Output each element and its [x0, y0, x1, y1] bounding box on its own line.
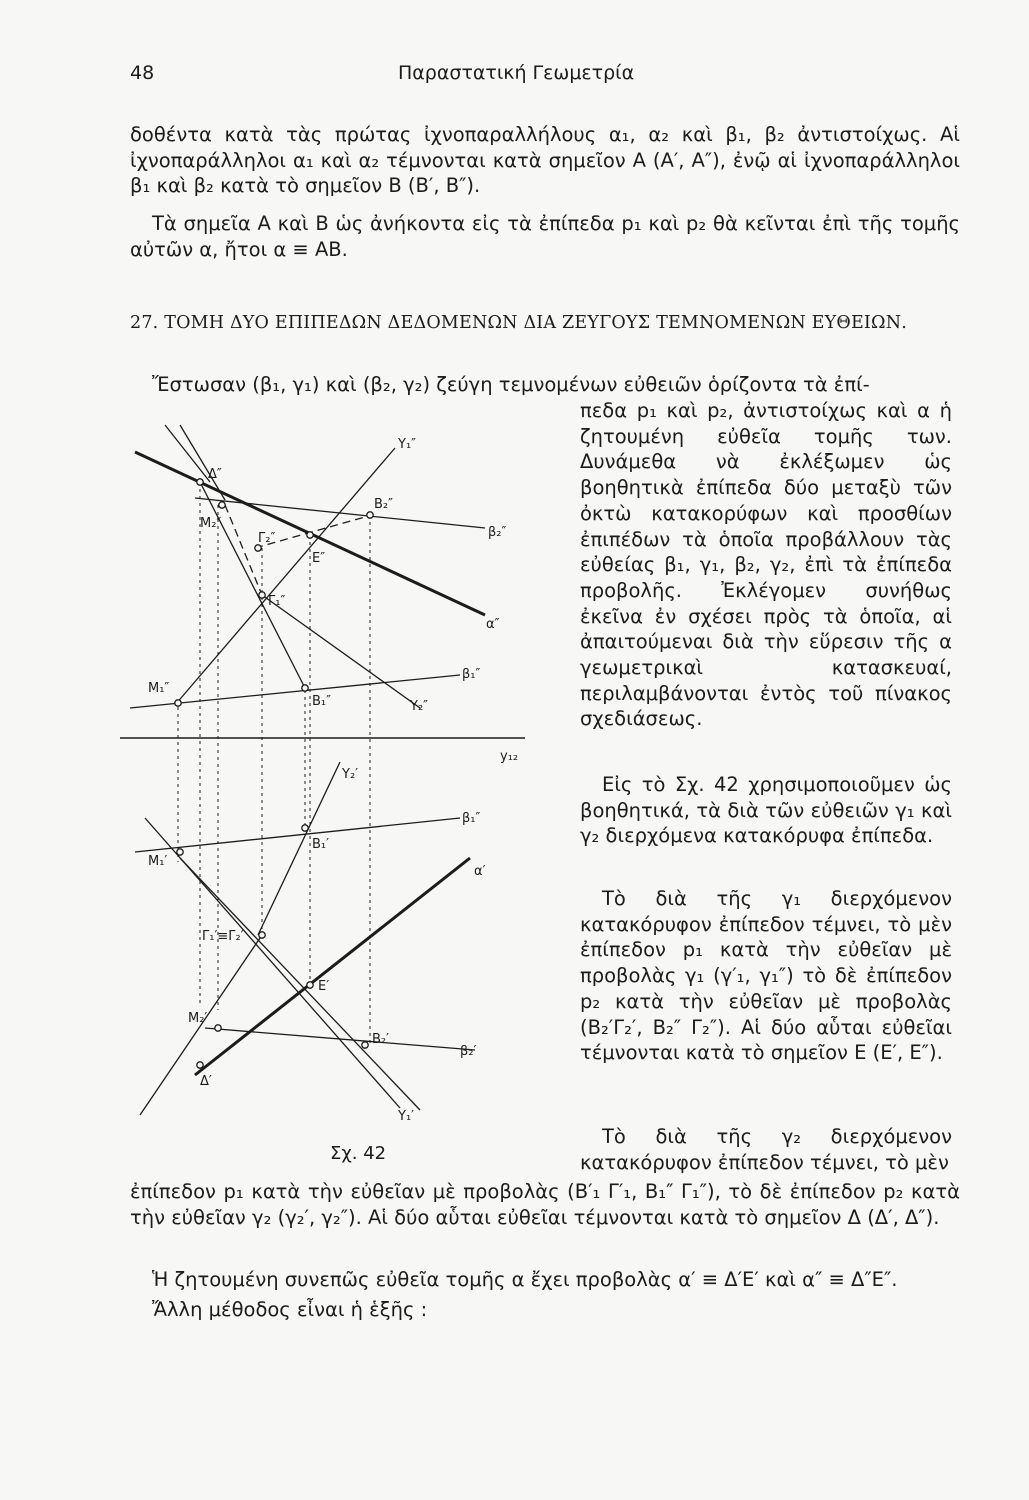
line-hatch: [180, 425, 225, 500]
point-delta-p: [197, 1062, 203, 1068]
line-beta2-pp: [195, 498, 485, 528]
label-alpha-pp: α″: [486, 617, 500, 632]
paragraph: δοθέντα κατὰ τὰς πρώτας ἰχνοπαραλλήλους α₁, α₂ καὶ β₁, β₂ ἀντιστοίχως. Αἱ ἰχνοπαράλληλοι α₁ καὶ α₂ τέμνονται κατὰ σημεῖον Α (Α′, Α″), ἐνῷ αἱ ἰχνοπαράλληλοι β₁ καὶ β₂ κατὰ τὸ σημεῖον Β (Β′, Β″).: [130, 123, 960, 197]
figure-caption: Σχ. 42: [330, 1143, 387, 1164]
label-beta1-pp: β₁″: [462, 667, 481, 682]
paragraph: Ἔστωσαν (β₁, γ₁) καὶ (β₂, γ₂) ζεύγη τεμνομένων εὐθειῶν ὁρίζοντα τὰ ἐπί-: [152, 373, 870, 396]
label-g2-pp: Γ₂″: [258, 531, 276, 546]
line-beta1-p: [135, 818, 460, 852]
section-title: 27. ΤΟΜΗ ΔΥΟ ΕΠΙΠΕΔΩΝ ΔΕΔΟΜΕΝΩΝ ΔΙΑ ΖΕΥΓΟΥΣ ΤΕΜΝΟΜΕΝΩΝ ΕΥΘΕΙΩΝ.: [130, 313, 908, 333]
label-delta-pp: Δ″: [208, 467, 222, 482]
paragraph: πεδα p₁ καὶ p₂, ἀντιστοίχως καὶ α ἡ ζητουμένη εὐθεῖα τομῆς των. Δυνάμεθα νὰ ἐκλέξωμεν ὡς βοηθητικὰ ἐπίπεδα δύο μεταξὺ τῶν ὀκτὼ κατακορύφων καὶ προσθίων ἐπιπέδων τὰ ὁποῖα προβάλλουν τὰς εὐθείας β₁, γ₁, β₂, γ₂, ἐπὶ τὰ ἐπίπεδα προβολῆς. Ἐκλέγομεν συνήθως ἐκεῖνα ἐν σχέσει πρὸς τὰ ὁποῖα, αἱ ἀπαιτούμεναι διὰ τὴν εὕρεσιν τῆς α γεωμετρικαὶ κατασκευαί, περιλαμβάνονται ἐντὸς τοῦ πίνακος σχεδιάσεως.: [580, 399, 952, 731]
paragraph: Ἡ ζητουμένη συνεπῶς εὐθεῖα τομῆς α ἔχει προβολὰς α′ ≡ Δ′Ε′ καὶ α″ ≡ Δ″Ε″.: [152, 1268, 898, 1291]
label-gamma2-pp: Υ₂″: [410, 699, 429, 714]
label-b1-p: Β₁′: [312, 837, 330, 852]
point-b1-pp: [302, 685, 308, 691]
point-b2-pp: [367, 512, 373, 518]
paragraph: Τὰ σημεῖα Α καὶ Β ὡς ἀνήκοντα εἰς τὰ ἐπίπεδα p₁ καὶ p₂ θὰ κεῖνται ἐπὶ τῆς τομῆς αὐτῶν α, ἤτοι α ≡ ΑΒ.: [130, 212, 960, 261]
label-gamma2-p: Υ₂′: [342, 767, 359, 782]
label-m1-p: Μ₁′: [148, 854, 168, 869]
point-b1-p: [302, 825, 308, 831]
page-number: 48: [130, 62, 155, 84]
label-beta2-p: β₂′: [460, 1044, 477, 1059]
label-m2-p: Μ₂′: [188, 1011, 208, 1026]
label-b2-p: Β₂′: [372, 1032, 390, 1047]
point-m1-pp: [175, 700, 181, 706]
label-beta2-pp: β₂″: [488, 525, 507, 540]
running-title: Παραστατική Γεωμετρία: [398, 62, 635, 84]
line-alpha-p: [195, 858, 470, 1075]
paragraph: Τὸ διὰ τῆς γ₂ διερχόμενον κατακόρυφον ἐπίπεδον τέμνει, τὸ μὲν: [580, 1125, 952, 1174]
point-e-p: [307, 982, 313, 988]
point-m1-p: [177, 849, 183, 855]
line-hatch: [165, 425, 210, 482]
point-b2-p: [362, 1042, 368, 1048]
paragraph: Εἰς τὸ Σχ. 42 χρησιμοποιοῦμεν ὡς βοηθητικά, τὰ διὰ τῶν εὐθειῶν γ₁ καὶ γ₂ διερχόμενα κατακόρυφα ἐπίπεδα.: [580, 773, 952, 848]
point-delta-pp: [197, 479, 203, 485]
point-m2-pp: [219, 502, 225, 508]
label-e-p: Ε′: [318, 979, 330, 994]
point-m2-p: [215, 1025, 221, 1031]
label-beta1-p: β₁″: [462, 811, 481, 826]
label-e-pp: Ε″: [312, 551, 326, 566]
label-gamma1-p: Υ₁′: [398, 1109, 415, 1124]
label-axis: y₁₂: [500, 749, 519, 764]
label-g1-pp: Γ₁″: [268, 594, 286, 609]
point-g-p: [259, 932, 265, 938]
label-m2-pp: Μ₂″: [200, 516, 222, 531]
point-g1-pp: [259, 592, 265, 598]
label-alpha-p: α′: [474, 864, 486, 879]
label-m1-pp: Μ₁″: [148, 681, 170, 696]
point-e-pp: [307, 532, 313, 538]
line-beta2-p: [205, 1028, 475, 1050]
label-b1-pp: Β₁″: [312, 694, 331, 709]
paragraph: Τὸ διὰ τῆς γ₁ διερχόμενον κατακόρυφον ἐπίπεδον τέμνει, τὸ μὲν ἐπίπεδον p₁ κατὰ τὴν εὐθεῖαν μὲ προβολὰς γ₁ (γ′₁, γ₁″) τὸ δὲ ἐπίπεδον p₂ κατὰ τὴν εὐθεῖαν μὲ προβολὰς (Β₂′Γ₂′, Β₂″ Γ₂″). Αἱ δύο αὗται εὐθεῖαι τέμνονται κατὰ τὸ σημεῖον Ε (Ε′, Ε″).: [580, 887, 952, 1065]
line-gamma1-p: [180, 858, 420, 1110]
label-delta-p: Δ′: [200, 1074, 212, 1089]
paragraph: ἐπίπεδον p₁ κατὰ τὴν εὐθεῖαν μὲ προβολὰς (Β′₁ Γ′₁, Β₁″ Γ₁″), τὸ δὲ ἐπίπεδον p₂ κατὰ τὴν εὐθεῖαν γ₂ (γ₂′, γ₂″). Αἱ δύο αὗται εὐθεῖαι τέμνονται κατὰ τὸ σημεῖον Δ (Δ′, Δ″).: [130, 1180, 960, 1229]
label-b2-pp: Β₂″: [374, 497, 393, 512]
label-g-p: Γ₁′≡Γ₂′: [202, 929, 244, 944]
label-gamma1-pp: Υ₁″: [398, 437, 417, 452]
paragraph: Ἄλλη μέθοδος εἶναι ἡ ἑξῆς :: [152, 1298, 428, 1321]
